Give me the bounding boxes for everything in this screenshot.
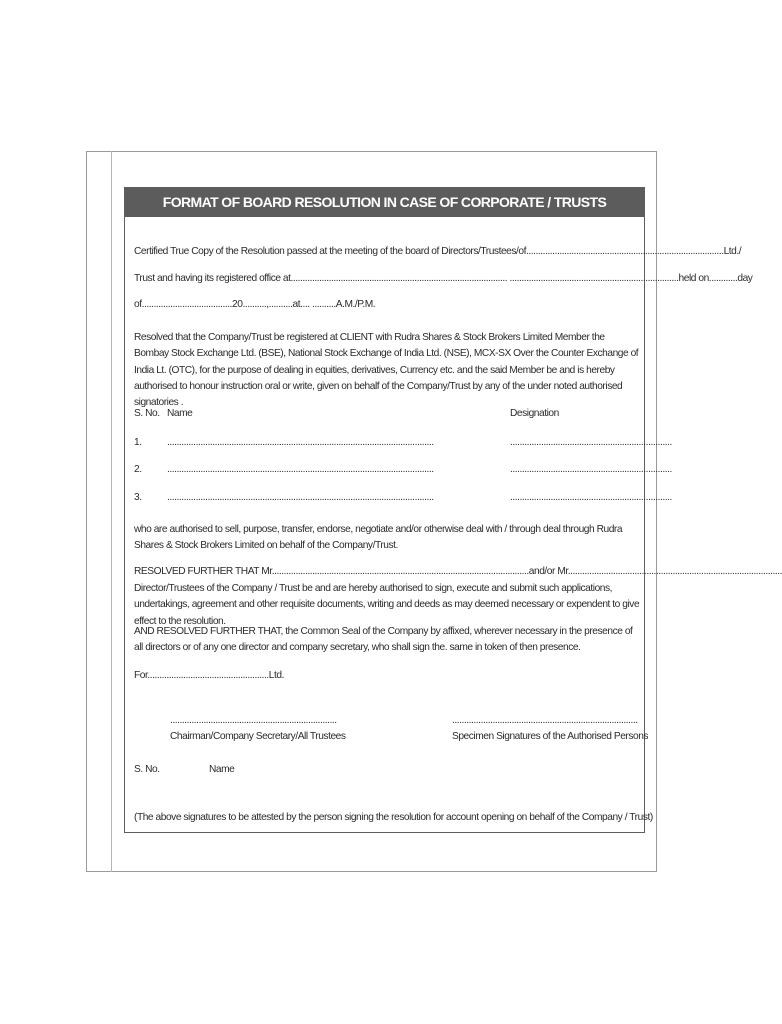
left-signature-label: Chairman/Company Secretary/All Trustees: [170, 731, 346, 742]
for-company-line: For...................................................Ltd.: [134, 670, 284, 681]
row-3-sno: 3.: [134, 492, 142, 503]
header-designation: Designation: [510, 408, 559, 419]
row-2-name-line: ................................................................................................................: [167, 464, 434, 475]
certified-line-2: Trust and having its registered office at........................................................................................... .......................................................................held on............day: [134, 273, 753, 284]
row-2-sno: 2.: [134, 464, 142, 475]
certified-line-1: Certified True Copy of the Resolution passed at the meeting of the board of Directors/Trustees/of...................................................................................Ltd./: [134, 246, 742, 257]
form-title: FORMAT OF BOARD RESOLUTION IN CASE OF CORPORATE / TRUSTS: [125, 188, 644, 217]
authorised-paragraph: who are authorised to sell, purpose, transfer, endorse, negotiate and/or otherwise deal with / through deal through Rudra Shares & Stock Brokers Limited on behalf of the Company/Trust.: [134, 524, 623, 552]
right-signature-label: Specimen Signatures of the Authorised Persons: [452, 731, 649, 742]
row-1-name-line: ................................................................................................................: [167, 437, 434, 448]
certified-line-3: of......................................20..........,..........at.... ..........A.M./P.M.: [134, 299, 376, 310]
right-signature-line: ..............................................................................: [452, 715, 638, 726]
footer-sno: S. No.: [134, 764, 160, 775]
header-sno: S. No.: [134, 408, 160, 419]
header-name: Name: [167, 408, 193, 419]
attestation-note: (The above signatures to be attested by the person signing the resolution for account opening on behalf of the Company / Trust): [134, 812, 653, 823]
row-2-designation-line: ....................................................................: [510, 464, 672, 475]
resolved-further-line: RESOLVED FURTHER THAT Mr............................................................................................................and/or Mr..........................................................................................: [134, 566, 782, 577]
resolved-paragraph: Resolved that the Company/Trust be registered at CLIENT with Rudra Shares & Stock Brokers Limited Member the Bombay Stock Exchange Ltd. (BSE), National Stock Exchange of India Ltd. (NSE), MCX-SX Over the Counter Exchange of India Lt. (OTC), for the purpose of dealing in equities, derivatives, Currency etc. and the said Member be and is hereby authorised to honour instruction oral or write, given on behalf of the Company/Trust by any of the under noted authorised signatories .: [134, 332, 639, 409]
row-1-sno: 1.: [134, 437, 142, 448]
row-1-designation-line: ....................................................................: [510, 437, 672, 448]
row-3-designation-line: ....................................................................: [510, 492, 672, 503]
resolved-further-paragraph: Director/Trustees of the Company / Trust be and are hereby authorised to sign, execute and submit such applications, undertakings, agreement and other requisite documents, writing and deeds as may deemed necessary or expendent to give effect to the resolution.: [134, 583, 640, 627]
row-3-name-line: ................................................................................................................: [167, 492, 434, 503]
footer-name: Name: [209, 764, 235, 775]
common-seal-paragraph: AND RESOLVED FURTHER THAT, the Common Seal of the Company by affixed, wherever necessary in the presence of all directors or of any one director and company secretary, who shall sign the. same in token of then presence.: [134, 626, 633, 654]
left-signature-line: ......................................................................: [170, 715, 337, 726]
margin-rule: [111, 151, 112, 872]
